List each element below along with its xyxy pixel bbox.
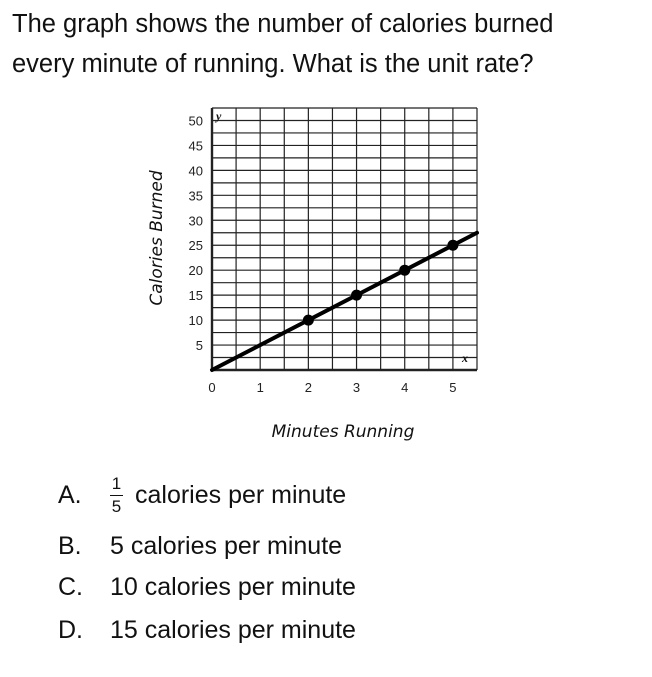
choice-c-text: 10 calories per minute [110, 573, 356, 601]
choice-a[interactable] [58, 475, 346, 516]
y-axis-variable: y [216, 109, 222, 123]
x-axis-label: Minutes Running [271, 422, 415, 442]
x-axis-variable: x [461, 351, 468, 366]
choice-b-letter: B. [58, 532, 82, 560]
data-point [303, 315, 314, 326]
y-axis-label: Calories Burned [147, 170, 167, 306]
y-tick-label: 45 [188, 138, 203, 154]
data-point [447, 240, 458, 251]
choice-b-text: 5 calories per minute [110, 532, 343, 560]
choice-d-text: 15 calories per minute [110, 616, 356, 644]
y-tick-label: 20 [188, 263, 203, 279]
y-tick-label: 15 [188, 288, 203, 304]
fraction-bar [110, 495, 123, 496]
calories-chart [140, 100, 500, 445]
x-tick-label: 3 [352, 380, 361, 395]
question-line-2: every minute of running. What is the unit rate? [12, 50, 534, 78]
fraction-one-fifth [110, 475, 123, 516]
choice-c[interactable] [58, 573, 356, 602]
y-tick-label: 10 [188, 313, 203, 329]
question-text [12, 4, 642, 84]
choice-d[interactable] [58, 616, 356, 645]
data-line [212, 233, 477, 370]
fraction-numerator: 1 [111, 474, 122, 493]
question-line-1: The graph shows the number of calories burned [12, 10, 554, 38]
y-tick-label: 50 [188, 113, 203, 129]
data-point [351, 290, 362, 301]
choice-a-letter: A. [58, 481, 82, 509]
y-tick-label: 40 [188, 163, 203, 179]
choice-b[interactable] [58, 532, 342, 561]
fraction-denominator: 5 [111, 497, 122, 516]
choice-a-text: calories per minute [135, 481, 347, 509]
x-tick-label: 1 [256, 380, 264, 395]
choice-c-letter: C. [58, 573, 83, 601]
x-tick-label: 2 [304, 380, 312, 395]
data-point [399, 265, 410, 276]
choice-d-letter: D. [58, 616, 83, 644]
y-tick-label: 35 [188, 188, 203, 204]
x-tick-label: 0 [208, 380, 216, 395]
y-tick-label: 25 [188, 238, 203, 254]
x-tick-label: 4 [401, 380, 409, 395]
y-tick-label: 5 [195, 338, 203, 354]
y-tick-label: 30 [188, 213, 203, 229]
x-tick-label: 5 [449, 380, 457, 395]
